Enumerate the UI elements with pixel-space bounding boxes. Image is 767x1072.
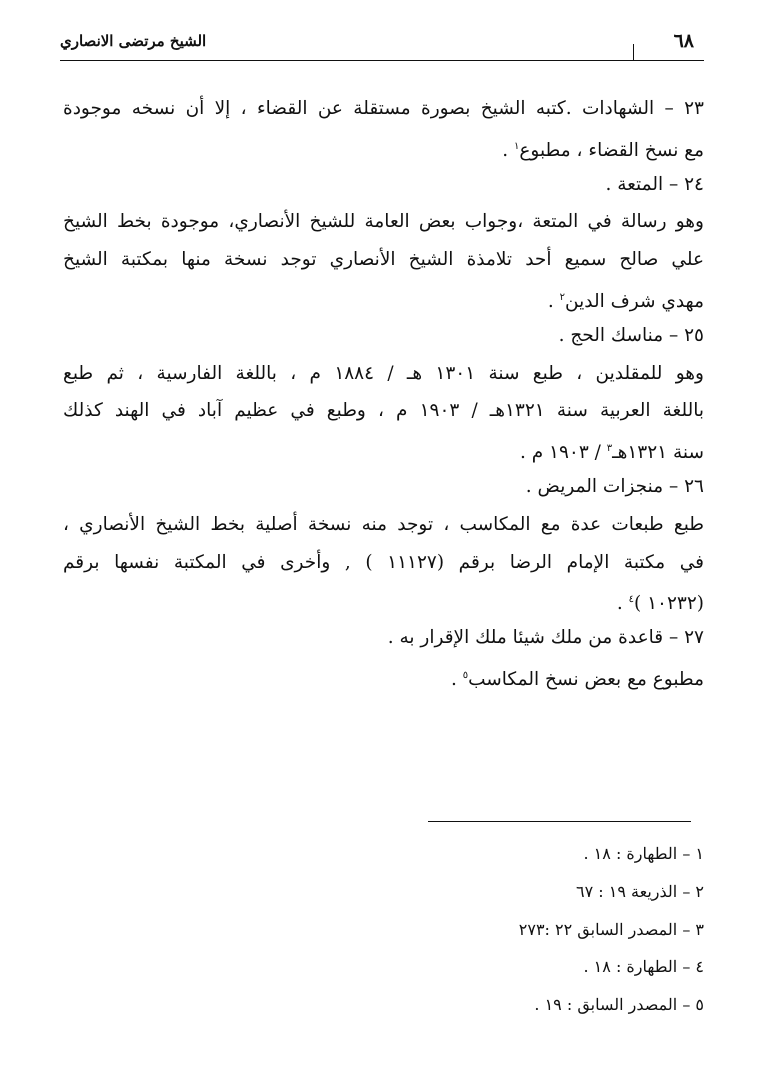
footnote-ref: ١ xyxy=(514,140,520,152)
footnotes xyxy=(400,835,704,1024)
section-heading: ٢٤ – المتعة . xyxy=(605,173,704,195)
footnote-ref: ٤ xyxy=(628,594,634,606)
section-heading: ٢٥ – مناسك الحج . xyxy=(558,324,704,346)
text-line: في مكتبة الإمام الرضا برقم (١١١٢٧ ) , وأخرى في المكتبة نفسها برقم xyxy=(63,551,704,573)
footnote: ٤ – الطهارة : ١٨ . xyxy=(583,957,704,977)
text-line: علي صالح سميع أحد تلامذة الشيخ الأنصاري توجد نسخة منها بمكتبة الشيخ xyxy=(63,249,704,271)
footnote-ref: ٥ xyxy=(462,669,469,681)
page-number: ٦٨ xyxy=(673,30,694,52)
text-line: طبع طبعات عدة مع المكاسب ، توجد منه نسخة أصلية بخط الشيخ الأنصاري ، xyxy=(63,513,704,535)
header-rule xyxy=(60,60,704,61)
section-heading: ٢٧ – قاعدة من ملك شيئا ملك الإقرار به . xyxy=(387,627,704,649)
running-header xyxy=(60,30,704,62)
footnote: ١ – الطهارة : ١٨ . xyxy=(583,844,704,863)
footnote-separator xyxy=(428,821,691,822)
text-line: سنة ١٣٢١هـ$^٣$ / ١٩٠٣ م . xyxy=(519,442,704,464)
text-line: ٢٣ – الشهادات .كتبه الشيخ بصورة مستقلة عن القضاء ، إلا أن نسخه موجودة xyxy=(63,98,704,119)
text-line: (١٠٢٣٢ )$^٤$ . xyxy=(616,593,704,615)
text-line: وهو للمقلدين ، طبع سنة ١٣٠١ هـ / ١٨٨٤ م ، باللغة الفارسية ، ثم طبع xyxy=(63,362,704,384)
text-line: باللغة العربية سنة ١٣٢١هـ / ١٩٠٣ م ، وطبع في عظيم آباد في الهند كذلك xyxy=(63,400,705,422)
footnote: ٥ – المصدر السابق : ١٩ . xyxy=(534,995,704,1015)
footnote-ref: ٣ xyxy=(606,443,613,455)
header-title: الشيخ مرتضى الانصاري xyxy=(60,32,207,50)
text-line: مطبوع مع بعض نسخ المكاسب$^٥$ . xyxy=(450,669,704,691)
text-line: مهدي شرف الدين$^٢$ . xyxy=(547,291,704,313)
section-heading: ٢٦ – منجزات المريض . xyxy=(525,475,704,497)
text-line: وهو رسالة في المتعة ،وجواب بعض العامة للشيخ الأنصاري، موجودة بخط الشيخ xyxy=(63,211,704,233)
text-line: مع نسخ القضاء ، مطبوع$^١$ . xyxy=(502,139,704,161)
main-text xyxy=(63,90,704,695)
header-tick xyxy=(633,44,634,61)
footnote-ref: ٢ xyxy=(559,291,565,303)
footnote: ٢ – الذريعة ١٩ : ٦٧ xyxy=(576,881,704,901)
footnote: ٣ – المصدر السابق ٢٢ :٢٧٣ xyxy=(518,919,704,939)
